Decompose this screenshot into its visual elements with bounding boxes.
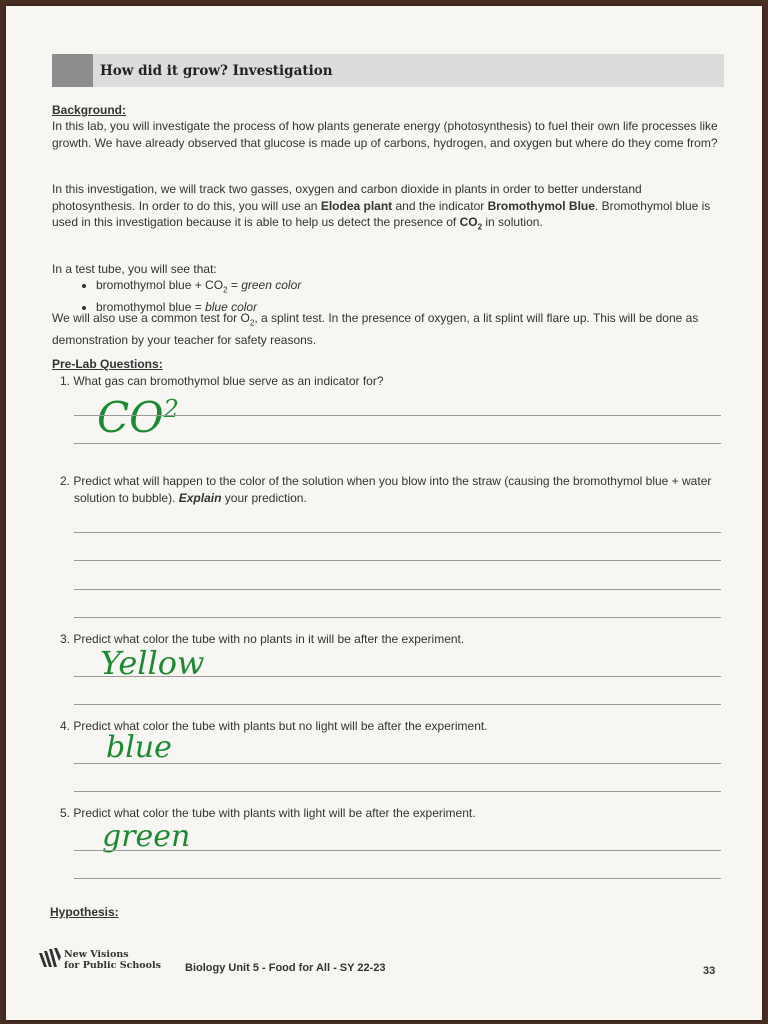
bullet-co2: • bromothymol blue + $CO_2$ = green color — [96, 277, 724, 299]
answer-line — [74, 763, 721, 764]
test-tube-intro: In a test tube, you will see that: — [52, 262, 217, 276]
answer-line — [74, 415, 721, 416]
question-2: 2. Predict what will happen to the color of the solution when you blow into the straw (causing the bromothymol blue + water solution to bubble). Explain your prediction. — [60, 474, 712, 505]
new-visions-logo-icon — [38, 947, 62, 971]
answer-line — [74, 560, 721, 561]
answer-line — [74, 704, 721, 705]
answer-line — [74, 878, 721, 879]
answer-line — [74, 676, 721, 677]
answer-line — [74, 850, 721, 851]
answer-line — [74, 589, 721, 590]
page-number: 33 — [703, 965, 716, 977]
question-4: 4. Predict what color the tube with plants but no light will be after the experiment. — [60, 719, 488, 733]
answer-5: green — [102, 819, 191, 854]
answer-3: Yellow — [100, 644, 205, 682]
question-5: 5. Predict what color the tube with plants with light will be after the experiment. — [60, 806, 476, 820]
background-paragraph-2: In this investigation, we will track two gasses, oxygen and carbon dioxide in plants in order to better understand photosynthesis. In order to do this, you will use an Elodea plant and the indicator Bromothymol Blue. Bromothymol blue is used in this investigation because it is able to help us detect the presence of $CO_2$ in solution. — [52, 182, 711, 232]
header-block — [52, 54, 93, 87]
answer-line — [74, 532, 721, 533]
bullet-plain: • bromothymol blue = blue color — [96, 299, 724, 316]
answer-1: $CO^2$ — [97, 393, 179, 442]
answer-line — [74, 443, 721, 444]
background-heading: Background: — [52, 103, 127, 117]
question-1: 1. What gas can bromothymol blue serve as an indicator for? — [60, 374, 384, 388]
hypothesis-heading: Hypothesis: — [50, 905, 119, 919]
question-3: 3. Predict what color the tube with no plants in it will be after the experiment. — [60, 632, 465, 646]
answer-line — [74, 791, 721, 792]
background-paragraph-4: We will also use a common test for $O_2$, a splint test. In the presence of oxygen, a lit splint will flare up. This will be done as demonstration by your teacher for safety reasons. — [52, 311, 699, 347]
prelab-heading: Pre-Lab Questions: — [52, 357, 163, 371]
answer-line — [74, 617, 721, 618]
worksheet-page — [6, 6, 762, 1020]
page-title: How did it grow? Investigation — [100, 63, 333, 79]
answer-4: blue — [106, 730, 172, 765]
background-paragraph-1: In this lab, you will investigate the process of how plants generate energy (photosynthesis) to fuel their own life processes like growth. We have already observed that glucose is made up of carbons, hydrogen, and oxygen but where do they come from? — [52, 119, 718, 150]
footer-org-name: New Visions for Public Schools — [64, 949, 161, 971]
footer-course: Biology Unit 5 - Food for All - SY 22-23 — [185, 962, 386, 974]
